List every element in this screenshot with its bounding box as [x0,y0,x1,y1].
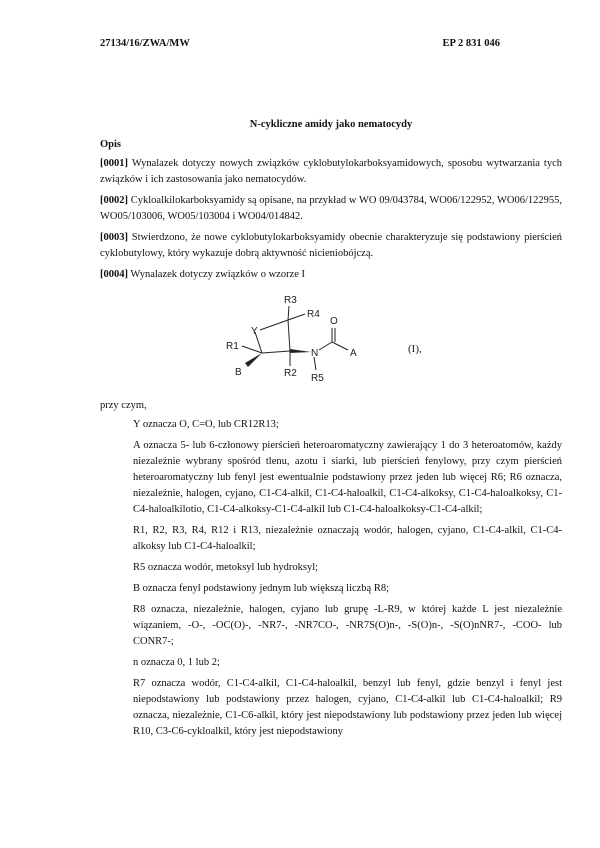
structure-diagram [210,286,450,396]
paragraph-number: [0002] [100,195,128,206]
atom-label-o: O [330,316,338,327]
bond [288,314,305,320]
definition-a: A oznacza 5- lub 6-członowy pierścień heteroaromatyczny zawierający 1 do 3 heteroatomów, każdy niezależnie wybrany spośród tlenu, azotu i siarki, lub pierścień fenylowy, przy czym pierścień heteroaromatyczny lub fenyl jest ewentualnie podstawiony przez jeden lub więcej R6; R6 oznacza, niezależnie, halogen, cyjano, C1-C4-alkil, C1-C4-haloalkil, C1-C4-alkoksy, C1-C4-haloalkoksy, C1-C4-haloalkilotio, C1-C4-alkoksy-C1-C4-alkil lub C1-C4-haloalkoksy-C1-C4-alkil; [133,440,562,515]
wedge-bond [245,353,262,367]
paragraph-text: Wynalazek dotyczy nowych związków cyklobutylokarboksyamidowych, sposobu wytwarzania tych związków i ich zastosowania jako nematocydów. [100,158,562,185]
paragraph-0003 [100,230,562,262]
bond [332,342,348,350]
bond [288,320,290,351]
atom-label-n: N [311,348,319,359]
atom-label-r5: R5 [311,373,324,384]
bond [242,346,262,353]
atom-label-r4: R4 [307,309,320,320]
paragraph-0001 [100,156,562,188]
bond [260,320,288,330]
chemical-formula [100,288,562,398]
definition-r8: R8 oznacza, niezależnie, halogen, cyjano lub grupę -L-R9, w której każde L jest niezależnie wiązaniem, -O-, -OC(O)-, -NR7-, -NR7CO-, -NR7S(O)n-, -S(O)n-, -S(O)nNR7-, -COO- lub CONR7-; [133,604,562,647]
paragraph-text: Wynalazek dotyczy związków o wzorze I [128,269,306,280]
document-body [100,119,562,745]
patent-number: EP 2 831 046 [442,38,500,49]
bond [319,342,332,350]
paragraph-number: [0003] [100,232,128,243]
definition-r7-r9: R7 oznacza wodór, C1-C4-alkil, C1-C4-haloalkil, benzyl lub fenyl, gdzie benzyl i fenyl jest niepodstawiony lub podstawiony przez halogen, cyjano, C1-C4-alkil lub C1-C4-haloalkil; R9 oznacza, niezależnie, C1-C6-alkil, który jest niepodstawiony lub podstawiony przez jeden lub więcej R10, C3-C6-cykloalkil, który jest niepodstawiony [133,678,562,737]
atom-label-b: B [235,367,242,378]
paragraph-number: [0004] [100,269,128,280]
paragraph-text: Cykloalkilokarboksyamidy są opisane, na przykład w WO 09/043784, WO06/122952, WO06/122955, WO05/103006, WO05/103004 i WO04/014842. [100,195,562,222]
atom-label-r3: R3 [284,295,297,306]
formula-number: (I), [408,343,422,355]
paragraph-text: Stwierdzono, że nowe cyklobutylokarboksyamidy obecnie charakteryzuje się podstawiony pierścień cyklobutylowy, który wykazuje dobrą aktywność nicieniobójczą. [100,232,562,259]
document-title: N-cykliczne amidy jako nematocydy [249,119,413,130]
definition-r5: R5 oznacza wodór, metoksyl lub hydroksyl; [133,562,319,573]
paragraph-0002 [100,193,562,225]
atom-label-a: A [350,348,357,359]
definition-n: n oznacza 0, 1 lub 2; [133,657,220,668]
bond [288,306,289,320]
przy-czym-label: przy czym, [100,400,147,411]
paragraph-number: [0001] [100,158,128,169]
atom-label-y: Y [251,326,258,337]
bond [262,351,290,353]
paragraph-0004 [100,267,562,283]
definitions-list [133,417,562,740]
wedge-bond [290,349,311,353]
document-reference: 27134/16/ZWA/MW [100,38,190,49]
atom-label-r2: R2 [284,368,297,379]
definition-y: Y oznacza O, C=O, lub CR12R13; [133,419,279,430]
page-header [100,38,500,52]
definition-b: B oznacza fenyl podstawiony jednym lub większą liczbą R8; [133,583,390,594]
section-label: Opis [100,139,122,150]
atom-label-r1: R1 [226,341,239,352]
definition-r1-r13: R1, R2, R3, R4, R12 i R13, niezależnie oznaczają wodór, halogen, cyjano, C1-C4-alkil, C1-C4-alkoksy lub C1-C4-haloalkil; [133,525,562,552]
